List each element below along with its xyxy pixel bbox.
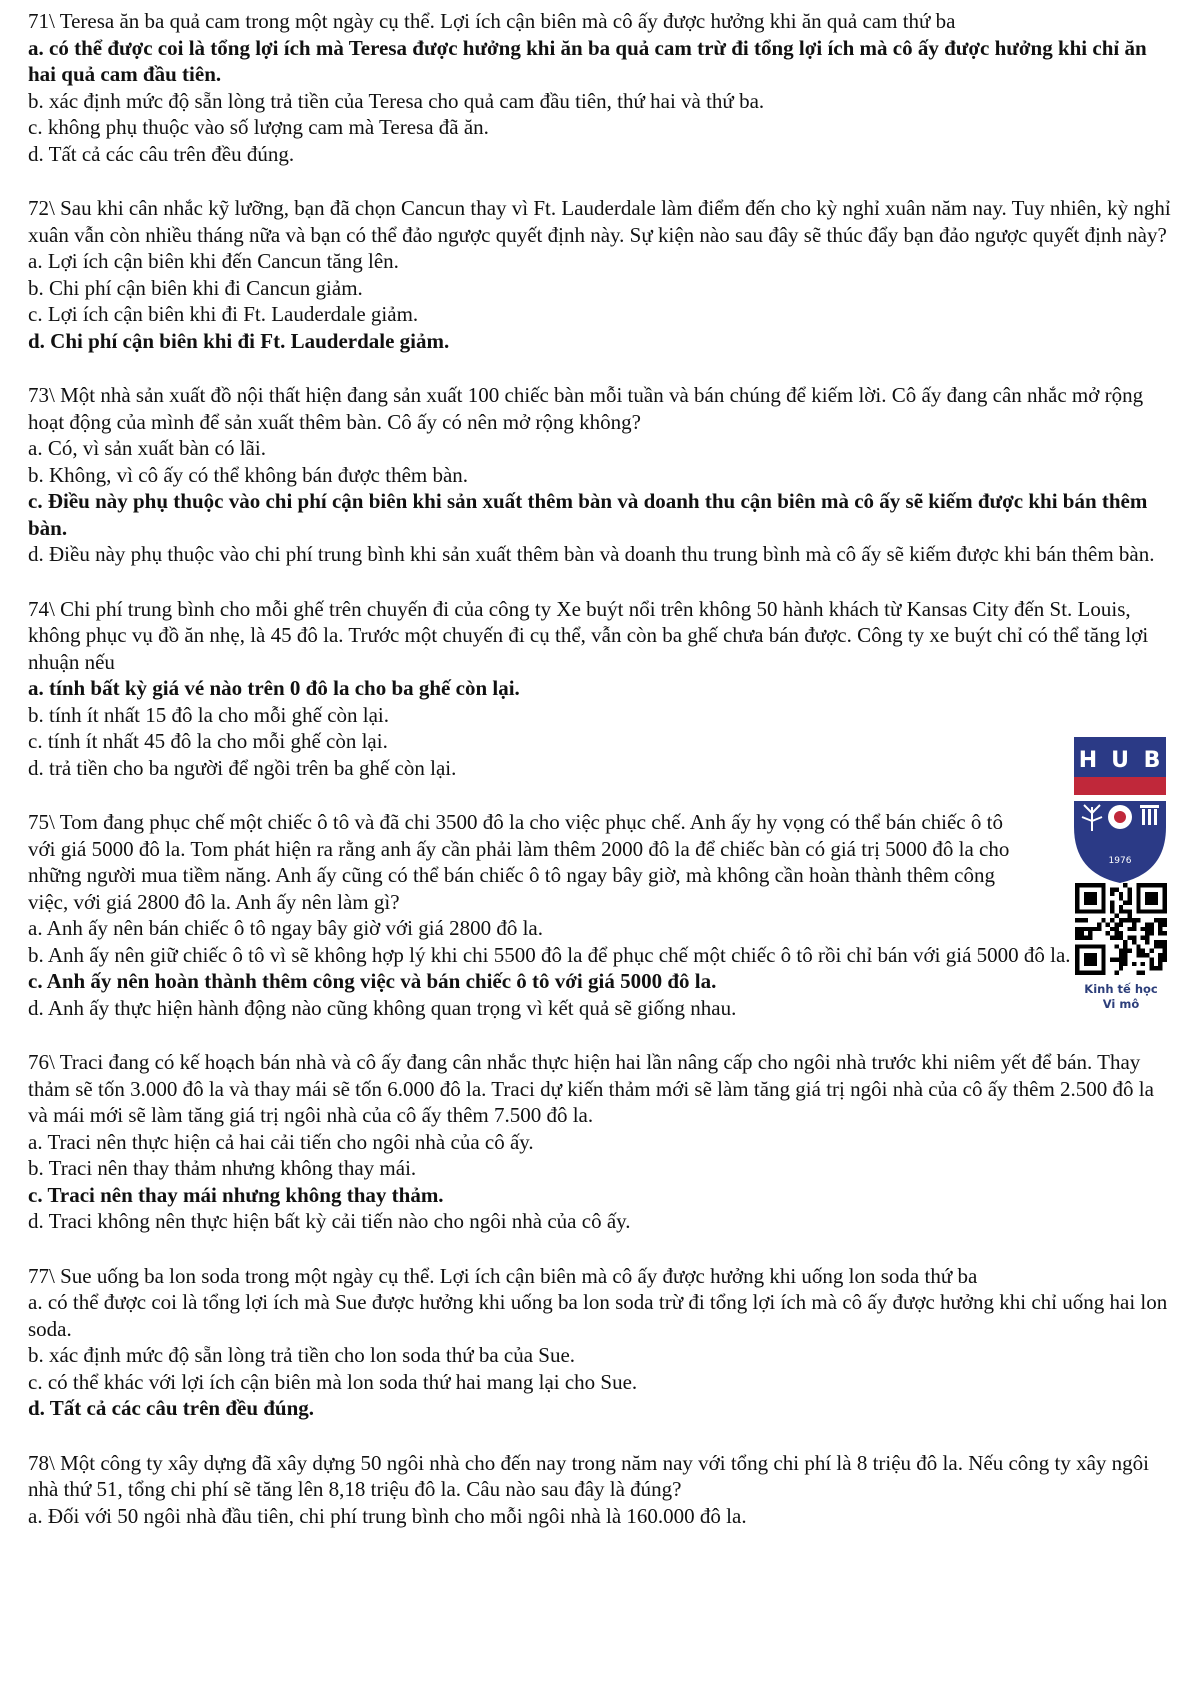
question-stem: 74\ Chi phí trung bình cho mỗi ghế trên chuyến đi của công ty Xe buýt nổi trên không 50 hành khách từ Kansas City đến St. Louis, không phục vụ đồ ăn nhẹ, là 45 đô la. Trước một chuyến đi cụ thể, vẫn còn ba ghế chưa bán được. Công ty xe buýt chỉ có thể tăng lợi nhuận nếu bbox=[28, 596, 1149, 674]
option-c: c. Lợi ích cận biên khi đi Ft. Lauderdale giảm. bbox=[28, 302, 419, 326]
question-71 bbox=[28, 8, 1178, 167]
emblem-icon bbox=[1108, 805, 1132, 829]
question-72 bbox=[28, 195, 1178, 354]
question-77 bbox=[28, 1263, 1178, 1422]
option-a: a. Traci nên thực hiện cả hai cải tiến cho ngôi nhà của cô ấy. bbox=[28, 1129, 534, 1154]
option-d: d. Tất cả các câu trên đều đúng. bbox=[28, 141, 295, 166]
option-a: a. tính bất kỳ giá vé nào trên 0 đô la cho ba ghế còn lại. bbox=[28, 676, 520, 700]
shield-red-band bbox=[1074, 777, 1166, 795]
logo-year: 1976 bbox=[1108, 856, 1132, 866]
option-a: a. Có, vì sản xuất bàn có lãi. bbox=[28, 436, 266, 460]
question-stem: 71\ Teresa ăn ba quả cam trong một ngày cụ thể. Lợi ích cận biên mà cô ấy được hưởng khi ăn quả cam thứ ba bbox=[28, 9, 956, 33]
question-74 bbox=[28, 596, 1178, 782]
option-b: b. xác định mức độ sẵn lòng trả tiền cho lon soda thứ ba của Sue. bbox=[28, 1343, 576, 1367]
caption-line-2: Vi mô bbox=[1102, 997, 1140, 1011]
option-c: c. có thể khác với lợi ích cận biên mà lon soda thứ hai mang lại cho Sue. bbox=[28, 1369, 638, 1394]
question-stem: 77\ Sue uống ba lon soda trong một ngày cụ thể. Lợi ích cận biên mà cô ấy được hưởng khi uống lon soda thứ ba bbox=[28, 1263, 978, 1288]
option-d: d. Chi phí cận biên khi đi Ft. Lauderdale giảm. bbox=[28, 328, 450, 353]
logo-letter-h: H bbox=[1078, 748, 1098, 773]
question-stem: 78\ Một công ty xây dựng đã xây dựng 50 ngôi nhà cho đến nay trong năm nay với tổng chi phí là 8 triệu đô la. Nếu công ty xây ngôi nhà thứ 51, tổng chi phí sẽ tăng lên 8,18 triệu đô la. Câu nào sau đây là đúng? bbox=[28, 1450, 1149, 1501]
option-d: d. Anh ấy thực hiện hành động nào cũng không quan trọng vì kết quả sẽ giống nhau. bbox=[28, 995, 737, 1020]
option-c: c. không phụ thuộc vào số lượng cam mà Teresa đã ăn. bbox=[28, 115, 489, 139]
option-b: b. tính ít nhất 15 đô la cho mỗi ghế còn lại. bbox=[28, 702, 390, 727]
option-a: a. Anh ấy nên bán chiếc ô tô ngay bây giờ với giá 2800 đô la. bbox=[28, 916, 544, 940]
question-stem: 75\ Tom đang phục chế một chiếc ô tô và đã chi 3500 đô la cho việc phục chế. Anh ấy hy vọng có thể bán chiếc ô tô với giá 5000 đô la. Tom phát hiện ra rằng anh ấy cần phải làm thêm 2000 đô la để chiếc bàn có giá trị 5000 đô la cho những người mua tiềm năng. Anh ấy cũng có thể bán chiếc ô tô ngay bây giờ, mà không cần hoàn thành thêm công việc, với giá 2800 đô la. Anh ấy nên làm gì? bbox=[28, 810, 1010, 914]
option-b: b. Chi phí cận biên khi đi Cancun giảm. bbox=[28, 275, 363, 300]
question-78 bbox=[28, 1450, 1178, 1530]
question-75 bbox=[28, 809, 1178, 1021]
document-body bbox=[28, 8, 1178, 1557]
question-stem: 72\ Sau khi cân nhắc kỹ lưỡng, bạn đã chọn Cancun thay vì Ft. Lauderdale làm điểm đến cho kỳ nghỉ xuân năm nay. Tuy nhiên, kỳ nghỉ xuân vẫn còn nhiều tháng nữa và bạn có thể đảo ngược quyết định này. Sự kiện nào sau đây sẽ thúc đẩy bạn đảo ngược quyết định này? bbox=[28, 196, 1171, 247]
option-b: b. Anh ấy nên giữ chiếc ô tô vì sẽ không hợp lý khi chi 5500 đô la để phục chế một chiếc ô tô rồi chỉ bán với giá 5000 đô la. bbox=[28, 942, 1071, 967]
option-a: a. có thể được coi là tổng lợi ích mà Sue được hưởng khi uống ba lon soda trừ đi tổng lợi ích mà cô ấy được hưởng khi chỉ uống hai lon soda. bbox=[28, 1290, 1168, 1341]
option-c: c. Anh ấy nên hoàn thành thêm công việc và bán chiếc ô tô với giá 5000 đô la. bbox=[28, 969, 717, 993]
option-c: c. Điều này phụ thuộc vào chi phí cận biên khi sản xuất thêm bàn và doanh thu cận biên mà cô ấy sẽ kiếm được khi bán thêm bàn. bbox=[28, 489, 1148, 540]
question-73 bbox=[28, 382, 1178, 568]
qr-caption bbox=[1060, 982, 1182, 1012]
columns-icon bbox=[1140, 805, 1159, 825]
option-a: a. Lợi ích cận biên khi đến Cancun tăng lên. bbox=[28, 249, 399, 273]
option-c: c. Traci nên thay mái nhưng không thay thảm. bbox=[28, 1182, 444, 1207]
question-stem: 73\ Một nhà sản xuất đồ nội thất hiện đang sản xuất 100 chiếc bàn mỗi tuần và bán chúng để kiếm lời. Cô ấy đang cân nhắc mở rộng hoạt động của mình để sản xuất thêm bàn. Cô ấy có nên mở rộng không? bbox=[28, 383, 1144, 434]
logo-letter-u: U bbox=[1111, 748, 1129, 773]
option-a: a. Đối với 50 ngôi nhà đầu tiên, chi phí trung bình cho mỗi ngôi nhà là 160.000 đô la. bbox=[28, 1503, 747, 1528]
hub-logo bbox=[1070, 735, 1170, 885]
question-stem: 76\ Traci đang có kế hoạch bán nhà và cô ấy đang cân nhắc thực hiện hai lần nâng cấp cho ngôi nhà trước khi niêm yết để bán. Thay thảm sẽ tốn 3.000 đô la và thay mái sẽ tốn 6.000 đô la. Traci dự kiến thảm mới sẽ làm tăng giá trị ngôi nhà của cô ấy thêm 2.500 đô la và mái mới sẽ làm tăng giá trị ngôi nhà của cô ấy thêm 7.500 đô la. bbox=[28, 1050, 1154, 1127]
option-b: b. xác định mức độ sẵn lòng trả tiền của Teresa cho quả cam đầu tiên, thứ hai và thứ ba. bbox=[28, 88, 765, 113]
option-a: a. có thể được coi là tổng lợi ích mà Teresa được hưởng khi ăn ba quả cam trừ đi tổng lợi ích mà cô ấy được hưởng khi chỉ ăn hai quả cam đầu tiên. bbox=[28, 35, 1147, 86]
qr-code-icon[interactable] bbox=[1075, 883, 1167, 975]
option-d: d. Traci không nên thực hiện bất kỳ cải tiến nào cho ngôi nhà của cô ấy. bbox=[28, 1209, 631, 1233]
option-c: c. tính ít nhất 45 đô la cho mỗi ghế còn lại. bbox=[28, 729, 388, 753]
shield-white-band bbox=[1074, 795, 1166, 801]
option-d: d. Tất cả các câu trên đều đúng. bbox=[28, 1396, 315, 1420]
logo-letter-b: B bbox=[1143, 748, 1161, 773]
option-b: b. Không, vì cô ấy có thể không bán được thêm bàn. bbox=[28, 462, 469, 487]
option-d: d. trả tiền cho ba người để ngồi trên ba ghế còn lại. bbox=[28, 755, 457, 780]
question-76 bbox=[28, 1049, 1178, 1235]
option-b: b. Traci nên thay thảm nhưng không thay mái. bbox=[28, 1156, 417, 1180]
caption-line-1: Kinh tế học bbox=[1084, 982, 1158, 996]
option-d: d. Điều này phụ thuộc vào chi phí trung bình khi sản xuất thêm bàn và doanh thu trung bình mà cô ấy sẽ kiếm được khi bán thêm bàn. bbox=[28, 542, 1155, 566]
